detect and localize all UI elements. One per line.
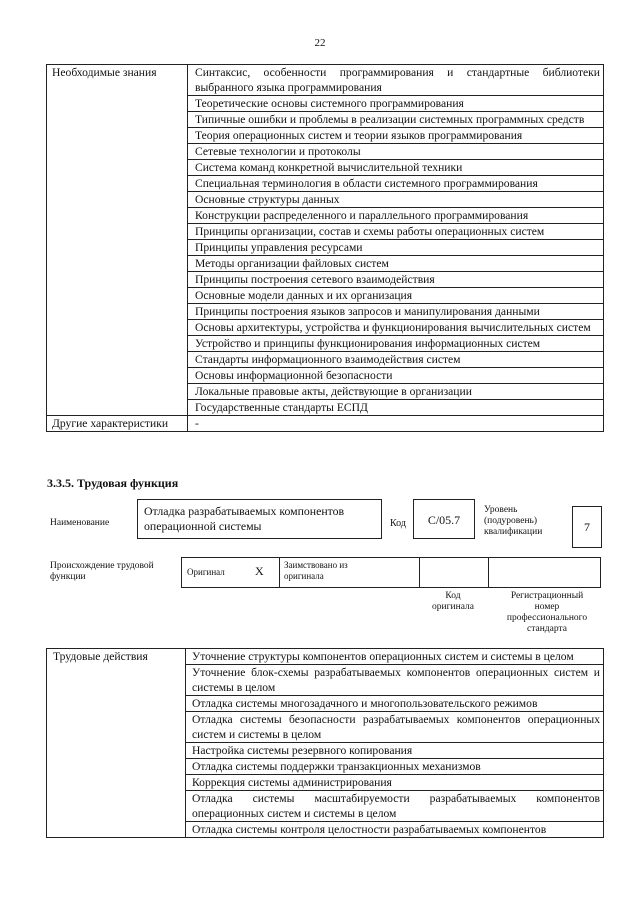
function-name-value: Отладка разрабатываемых компонентов операционной системы: [144, 504, 345, 533]
level-label: Уровень (подуровень) квалификации: [484, 505, 543, 537]
original-label: Оригинал: [187, 567, 225, 577]
action-item: Уточнение блок-схемы разрабатываемых компонентов операционных систем и системы в целом: [186, 665, 604, 696]
action-item: Отладка системы поддержки транзакционных механизмов: [186, 759, 604, 775]
knowledge-item: Теоретические основы системного программирования: [188, 96, 604, 112]
origin-code-caption: Код оригинала: [432, 591, 474, 612]
origin-label: Происхождение трудовой функции: [50, 561, 154, 582]
actions-label: Трудовые действия: [47, 649, 186, 838]
function-name-box: [137, 499, 382, 539]
section-title: 3.3.5. Трудовая функция: [47, 476, 179, 490]
knowledge-row: [47, 65, 604, 96]
other-characteristics-row: [47, 416, 604, 432]
page-number: 22: [314, 37, 326, 49]
action-item: Отладка системы контроля целостности разрабатываемых компонентов: [186, 822, 604, 838]
knowledge-item: Принципы организации, состав и схемы работы операционных систем: [188, 224, 604, 240]
action-item: Коррекция системы администрирования: [186, 775, 604, 791]
name-label: Наименование: [50, 518, 110, 528]
actions-table: [46, 648, 604, 838]
level-box: [572, 506, 602, 548]
knowledge-item: Теория операционных систем и теории языков программирования: [188, 128, 604, 144]
knowledge-item: Синтаксис, особенности программирования и стандартные библиотеки выбранного языка программирования: [188, 65, 604, 96]
knowledge-item: Основы информационной безопасности: [188, 368, 604, 384]
knowledge-table: [46, 64, 604, 432]
knowledge-item: Методы организации файловых систем: [188, 256, 604, 272]
knowledge-item: Система команд конкретной вычислительной техники: [188, 160, 604, 176]
action-item: Отладка системы многозадачного и многопользовательского режимов: [186, 696, 604, 712]
function-code-value: C/05.7: [427, 513, 461, 527]
action-item: Уточнение структуры компонентов операционных систем и системы в целом: [186, 649, 604, 665]
action-item: Отладка системы масштабируемости разрабатываемых компонентов операционных систем и системы в целом: [186, 791, 604, 822]
action-row: [47, 649, 604, 665]
knowledge-item: Специальная терминология в области системного программирования: [188, 176, 604, 192]
knowledge-item: Стандарты информационного взаимодействия систем: [188, 352, 604, 368]
other-characteristics-value: -: [188, 416, 604, 432]
knowledge-label: Необходимые знания: [47, 65, 188, 416]
knowledge-item: Принципы построения сетевого взаимодействия: [188, 272, 604, 288]
knowledge-item: Принципы построения языков запросов и манипулирования данными: [188, 304, 604, 320]
knowledge-item: Сетевые технологии и протоколы: [188, 144, 604, 160]
borrowed-label: Заимствовано из оригинала: [284, 560, 348, 581]
knowledge-item: Принципы управления ресурсами: [188, 240, 604, 256]
knowledge-item: Государственные стандарты ЕСПД: [188, 400, 604, 416]
knowledge-item: Локальные правовые акты, действующие в организации: [188, 384, 604, 400]
other-characteristics-label: Другие характеристики: [47, 416, 188, 432]
origin-table: [181, 557, 601, 588]
knowledge-item: Устройство и принципы функционирования информационных систем: [188, 336, 604, 352]
level-value: 7: [584, 520, 590, 534]
knowledge-item: Основы архитектуры, устройства и функционирования вычислительных систем: [188, 320, 604, 336]
knowledge-item: Основные модели данных и их организация: [188, 288, 604, 304]
code-label: Код: [390, 518, 406, 529]
knowledge-item: Конструкции распределенного и параллельного программирования: [188, 208, 604, 224]
action-item: Настройка системы резервного копирования: [186, 743, 604, 759]
knowledge-item: Типичные ошибки и проблемы в реализации системных программных средств: [188, 112, 604, 128]
action-item: Отладка системы безопасности разрабатываемых компонентов операционных систем и системы в целом: [186, 712, 604, 743]
registration-caption: Регистрационный номер профессионального стандарта: [506, 591, 588, 634]
original-mark: X: [255, 564, 264, 578]
function-code-box: [413, 499, 475, 539]
knowledge-item: Основные структуры данных: [188, 192, 604, 208]
